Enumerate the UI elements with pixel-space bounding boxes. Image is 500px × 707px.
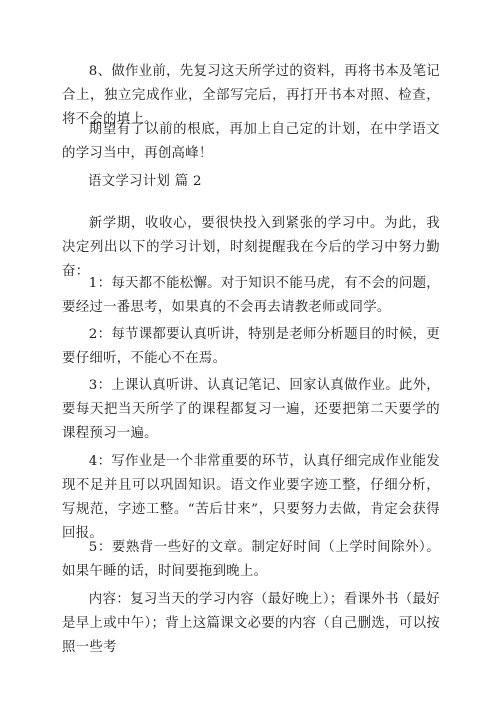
- paragraph-point-4: 4：写作业是一个非常重要的环节，认真仔细完成作业能发现不足并且可以巩固知识。语文作业要字迹工整，仔细分析，写规范，字迹工整。“苦后甘来”，只要努力去做，肯定会获得回报。: [62, 454, 440, 541]
- paragraph-point-5: 5：要熟背一些好的文章。制定好时间（上学时间除外）。如果午睡的话，时间要拖到晚上。: [62, 540, 440, 579]
- paragraph-intro: 新学期，收收心，要很快投入到紧张的学习中。为此，我决定列出以下的学习计划，时刻提醒我在今后的学习中努力勤奋：: [62, 216, 440, 279]
- paragraph-closing: 期望有了以前的根底，再加上自己定的计划，在中学语文的学习当中，再创高峰！: [62, 122, 440, 161]
- paragraph-point-1: 1：每天都不能松懈。对于知识不能马虎，有不会的问题，要经过一番思考，如果真的不会再去请教老师或同学。: [62, 276, 440, 315]
- paragraph-point-3: 3：上课认真听讲、认真记笔记、回家认真做作业。此外，要每天把当天所学了的课程都复习一遍，还要把第二天要学的课程预习一遍。: [62, 378, 440, 441]
- paragraph-point-2: 2：每节课都要认真听讲，特别是老师分析题目的时候，更要仔细听，不能心不在焉。: [62, 327, 440, 366]
- paragraph-content: 内容：复习当天的学习内容（最好晚上）；看课外书（最好是早上或中午）；背上这篇课文必要的内容（自己删选，可以按照一些考: [62, 592, 440, 655]
- paragraph-item-8: 8、做作业前，先复习这天所学过的资料，再将书本及笔记合上，独立完成作业，全部写完后，再打开书本对照、检查，将不会的填上。: [62, 64, 440, 127]
- section-title: 语文学习计划 篇 2: [88, 174, 202, 189]
